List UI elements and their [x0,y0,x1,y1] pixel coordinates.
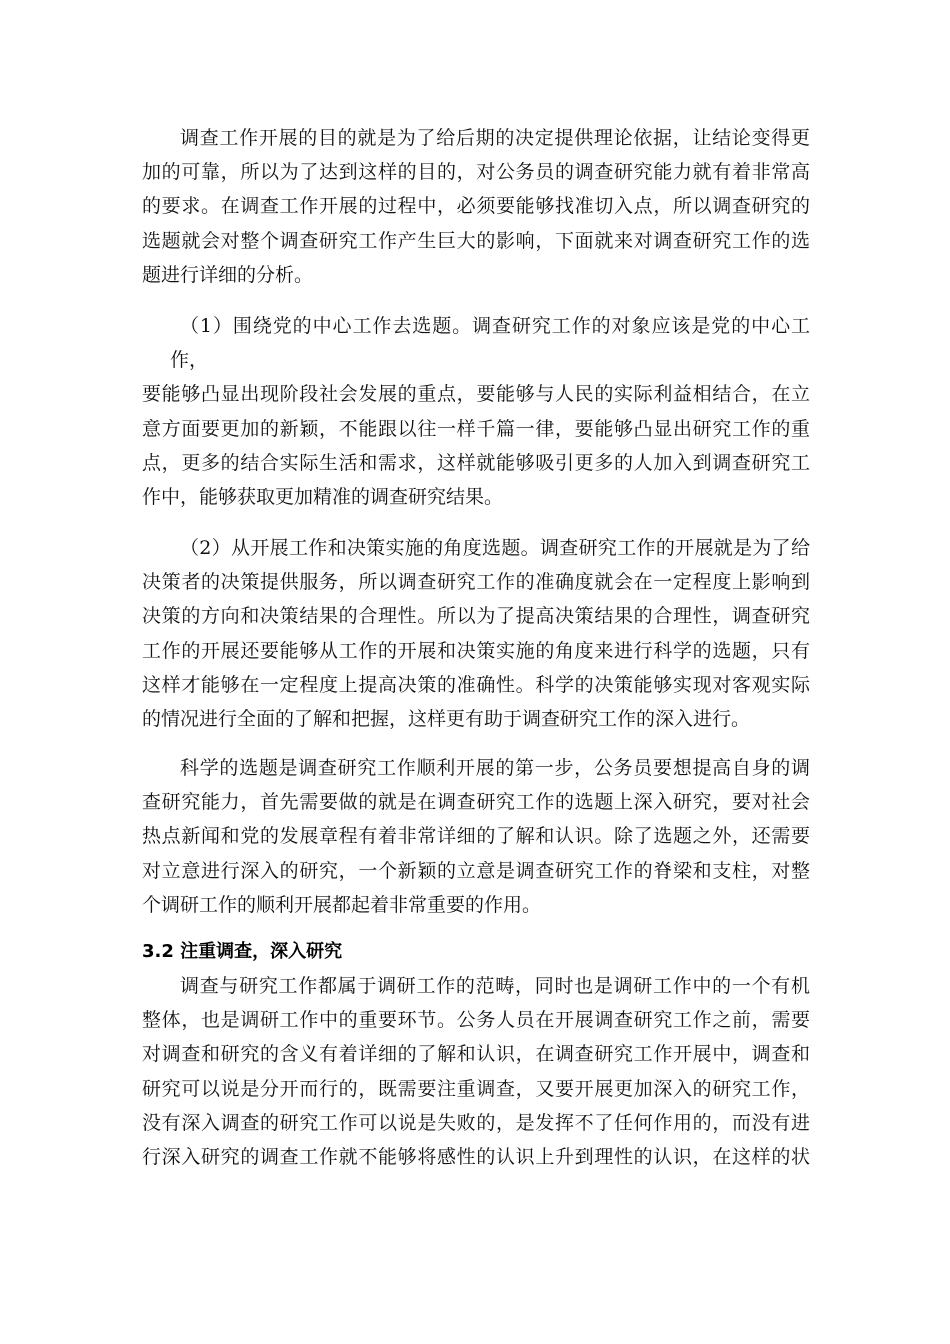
section-heading: 3.2 注重调查，深入研究 [142,941,343,962]
text-line: 没有深入调查的研究工作可以说是失败的，是发挥不了任何作用的，而没有进 [142,1111,810,1134]
text-line: 的情况进行全面的了解和把握，这样更有助于调查研究工作的深入进行。 [142,707,751,730]
body-paragraph-section [142,969,810,1174]
body-paragraph-summary [142,751,810,922]
text-line: （2）从开展工作和决策实施的角度选题。调查研究工作的开展就是为了给 [180,537,810,559]
text-line: 调查与研究工作都属于调研工作的范畴，同时也是调研工作中的一个有机 [180,975,810,997]
text-line: 选题就会对整个调查研究工作产生巨大的影响，下面就来对调查研究工作的选 [142,229,810,252]
text-line: 作， [170,349,209,372]
text-line: 作中，能够获取更加精准的调查研究结果。 [142,485,504,508]
text-line: 个调研工作的顺利开展都起着非常重要的作用。 [142,893,542,916]
text-line: 决策者的决策提供服务，所以调查研究工作的准确度就会在一定程度上影响到 [142,571,810,594]
text-line: 整体，也是调研工作中的重要环节。公务人员在开展调查研究工作之前，需要 [142,1009,810,1032]
text-line: 意方面要更加的新颖，不能跟以往一样千篇一律，要能够凸显出研究工作的重 [142,417,810,440]
text-line: 行深入研究的调查工作就不能够将感性的认识上升到理性的认识，在这样的状 [142,1145,810,1168]
text-line: 决策的方向和决策结果的合理性。所以为了提高决策结果的合理性，调查研究 [142,605,810,628]
text-line: 工作的开展还要能够从工作的开展和决策实施的角度来进行科学的选题，只有 [142,639,810,662]
list-item-2 [142,531,810,736]
text-line: 对立意进行深入的研究，一个新颖的立意是调查研究工作的脊梁和支柱，对整 [142,859,810,882]
text-line: 研究可以说是分开而行的，既需要注重调查，又要开展更加深入的研究工作， [142,1077,810,1100]
text-line: 科学的选题是调查研究工作顺利开展的第一步，公务员要想提高自身的调 [180,757,810,779]
text-line: 查研究能力，首先需要做的就是在调查研究工作的选题上深入研究，要对社会 [142,791,810,814]
text-line: 要能够凸显出现阶段社会发展的重点，要能够与人民的实际利益相结合，在立 [142,383,810,406]
text-line: 对调查和研究的含义有着详细的了解和认识，在调查研究工作开展中，调查和 [142,1043,810,1066]
text-line: 加的可靠，所以为了达到这样的目的，对公务员的调查研究能力就有着非常高 [142,161,810,184]
text-line: 题进行详细的分析。 [142,263,314,286]
text-line: 的要求。在调查工作开展的过程中，必须要能够找准切入点，所以调查研究的 [142,195,810,218]
body-paragraph-intro [142,121,810,292]
list-item-1 [142,309,810,514]
text-line: 这样才能够在一定程度上提高决策的准确性。科学的决策能够实现对客观实际 [142,673,810,696]
text-line: 点，更多的结合实际生活和需求，这样就能够吸引更多的人加入到调查研究工 [142,451,810,474]
text-line: （1）围绕党的中心工作去选题。调查研究工作的对象应该是党的中心工 [180,315,810,337]
text-line: 调查工作开展的目的就是为了给后期的决定提供理论依据，让结论变得更 [180,127,810,149]
text-line: 热点新闻和党的发展章程有着非常详细的了解和认识。除了选题之外，还需要 [142,825,810,848]
